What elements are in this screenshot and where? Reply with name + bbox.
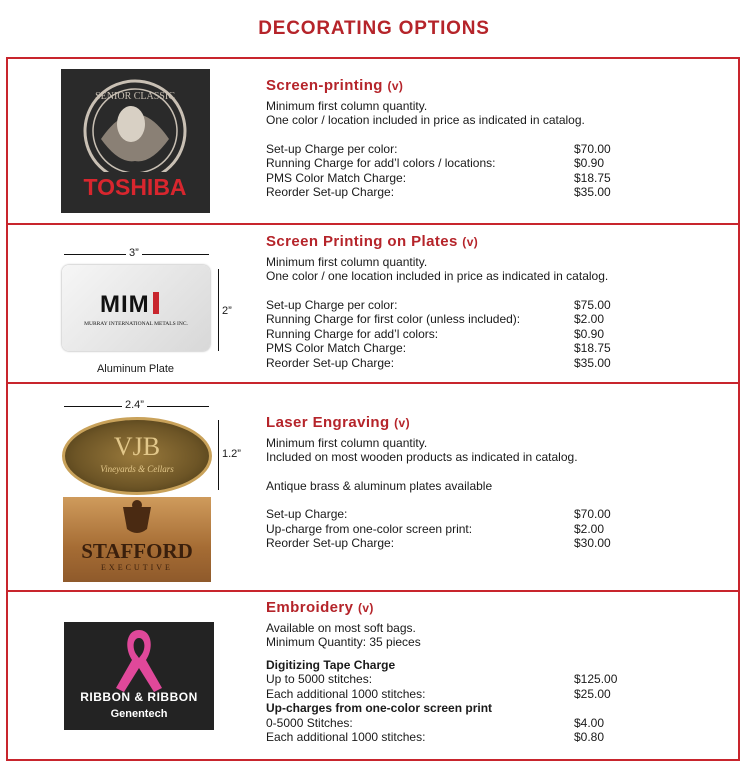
charge-row: Running Charge for add’l colors / locations: $0.90 — [266, 156, 605, 170]
height-arrow — [218, 269, 219, 351]
section-heading: Laser Engraving (v) — [266, 414, 410, 431]
stafford-wood-image — [63, 497, 211, 582]
note-line: Antique brass & aluminum plates available — [266, 478, 493, 493]
stafford-logo: STAFFORD — [81, 539, 193, 563]
height-arrow — [218, 420, 219, 490]
screen-printing-info — [266, 79, 626, 200]
group-title: Up-charges from one-color screen print — [266, 701, 493, 715]
description-line: Available on most soft bags. — [266, 620, 416, 635]
genentech-text: Genentech — [110, 708, 168, 720]
laser-engraving-info — [266, 416, 626, 551]
charge-row: Running Charge for add’l colors: $0.90 — [266, 326, 605, 341]
charge-row: Set-up Charge: $70.00 — [266, 507, 611, 521]
toshiba-sample-image — [61, 69, 210, 213]
section-embroidery — [6, 590, 740, 761]
charge-row: Up to 5000 stitches: $125.00 — [266, 672, 618, 686]
height-label: 2” — [222, 305, 232, 317]
section-heading: Screen Printing on Plates (v) — [266, 233, 479, 250]
group-title: Digitizing Tape Charge — [266, 657, 396, 672]
ribbon-embroidery-image — [64, 622, 214, 730]
description-line: Minimum first column quantity. — [266, 98, 428, 113]
vjb-subtitle: Vineyards & Cellars — [100, 464, 174, 474]
ribbon-brand-text: RIBBON & RIBBON — [80, 690, 198, 704]
mim-company: MURRAY INTERNATIONAL METALS INC. — [84, 321, 188, 327]
toshiba-brand-text: TOSHIBA — [83, 174, 187, 200]
height-label: 1.2” — [222, 448, 241, 460]
charge-row: Reorder Set-up Charge: $35.00 — [266, 355, 611, 370]
width-label: 2.4” — [122, 399, 147, 411]
charge-row: 0-5000 Stitches: $4.00 — [266, 715, 605, 730]
mim-logo: MIM — [100, 291, 159, 319]
charge-row: PMS Color Match Charge: $18.75 — [266, 341, 611, 355]
stafford-subtitle: EXECUTIVE — [101, 563, 173, 572]
section-laser-engraving — [6, 382, 740, 592]
charge-row: Reorder Set-up Charge: $35.00 — [266, 185, 611, 199]
width-label: 3” — [126, 247, 142, 259]
embroidery-info — [266, 601, 626, 745]
section-plates — [6, 223, 740, 384]
description-line: Minimum first column quantity. — [266, 254, 428, 269]
charge-row: Each additional 1000 stitches: $25.00 — [266, 686, 611, 701]
plates-info — [266, 235, 649, 370]
aluminum-plate-image — [62, 265, 210, 351]
description-line: One color / one location included in price as indicated in catalog. — [266, 269, 609, 283]
charge-row: Up-charge from one-color screen print: $2.00 — [266, 521, 605, 536]
section-heading: Embroidery (v) — [266, 599, 374, 616]
plate-caption: Aluminum Plate — [96, 363, 175, 375]
charge-row: Running Charge for first color (unless included): $2.00 — [266, 312, 605, 326]
charge-row: Reorder Set-up Charge: $30.00 — [266, 536, 611, 550]
page-title: DECORATING OPTIONS — [258, 18, 490, 39]
description-line: One color / location included in price as indicated in catalog. — [266, 113, 585, 127]
description-line: Minimum first column quantity. — [266, 435, 428, 450]
description-line: Included on most wooden products as indicated in catalog. — [266, 450, 578, 464]
charge-row: Set-up Charge per color: $75.00 — [266, 297, 611, 312]
section-screen-printing — [6, 57, 740, 225]
vjb-logo: VJB — [113, 432, 161, 461]
charge-row: Set-up Charge per color: $70.00 — [266, 141, 611, 156]
section-heading: Screen-printing (v) — [266, 77, 404, 94]
description-line: Minimum Quantity: 35 pieces — [266, 635, 421, 649]
charge-row: PMS Color Match Charge: $18.75 — [266, 170, 611, 185]
charge-row: Each additional 1000 stitches: $0.80 — [266, 730, 605, 744]
senior-classic-text: SENIOR CLASSIC — [95, 91, 175, 102]
vjb-plate-image — [62, 417, 212, 495]
